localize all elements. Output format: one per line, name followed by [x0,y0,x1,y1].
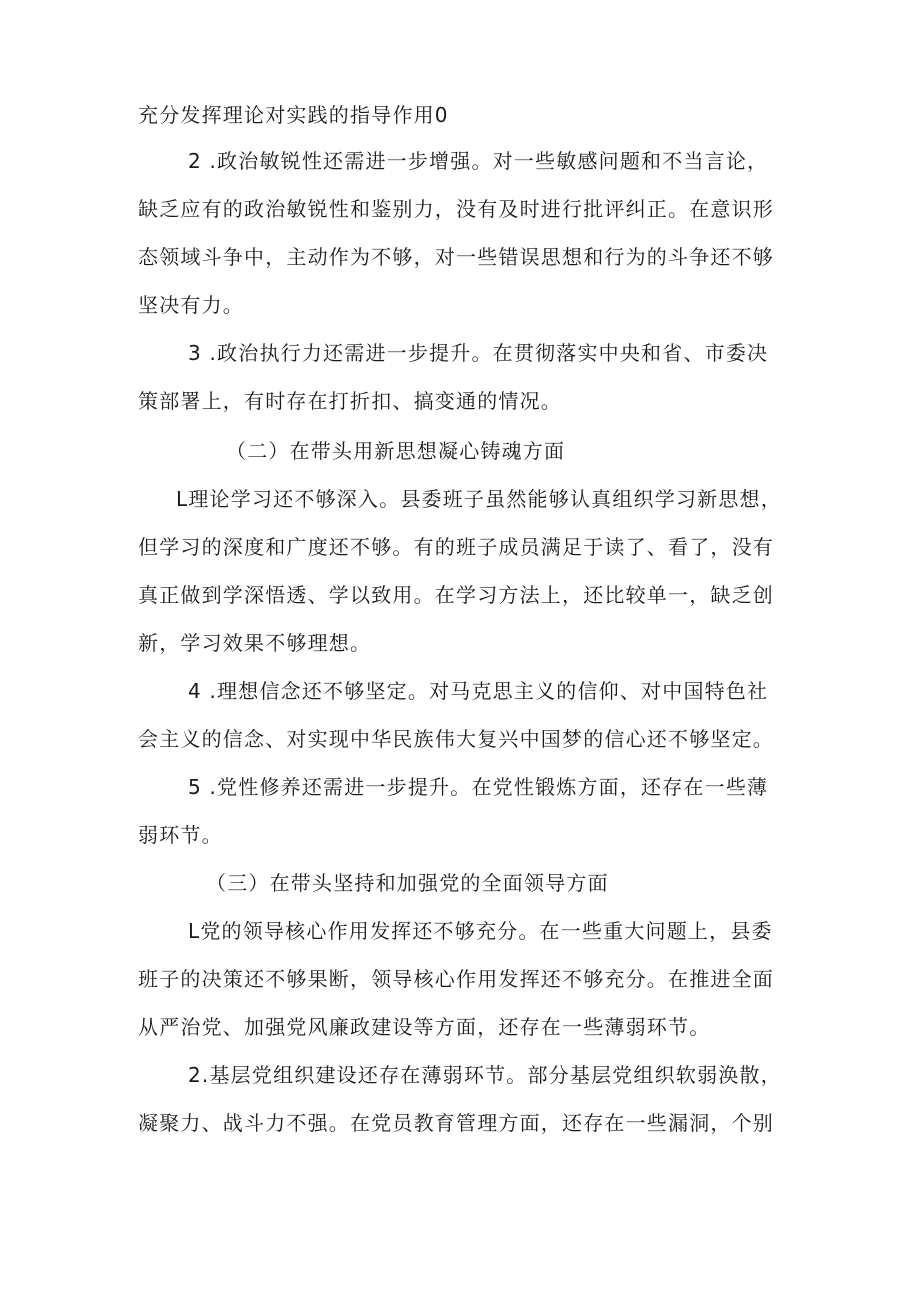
section-heading: （三）在带头坚持和加强党的全面领导方面 [206,871,609,895]
text-line: 从严治党、加强党风廉政建设等方面，还存在一些薄弱环节。 [138,1015,711,1039]
text-line: 真正做到学深悟透、学以致用。在学习方法上，还比较单一，缺乏创 [138,583,774,607]
text-line: 新，学习效果不够理想。 [138,631,372,655]
text-line: 策部署上，有时存在打折扣、搞变通的情况。 [138,389,562,413]
text-line: L理论学习还不够深入。县委班子虽然能够认真组织学习新思想， [176,487,782,511]
text-line: 会主义的信念、对实现中华民族伟大复兴中国梦的信心还不够坚定。 [138,727,774,751]
text-line: 5 .党性修养还需进一步提升。在党性锻炼方面，还存在一些薄 [188,775,769,799]
text-line: 班子的决策还不够果断，领导核心作用发挥还不够充分。在推进全面 [138,967,774,991]
text-line: 充分发挥理论对实践的指导作用0 [138,103,449,127]
text-line: 4 .理想信念还不够坚定。对马克思主义的信仰、对中国特色社 [188,679,769,703]
text-line: 3 .政治执行力还需进一步提升。在贯彻落实中央和省、市委决 [188,341,769,365]
text-line: 坚决有力。 [138,293,244,317]
section-heading: （二）在带头用新思想凝心铸魂方面 [226,439,566,463]
text-line: 2.基层党组织建设还存在薄弱环节。部分基层党组织软弱涣散， [188,1063,782,1087]
text-line: L党的领导核心作用发挥还不够充分。在一些重大问题上，县委 [188,919,773,943]
text-line: 弱环节。 [138,823,223,847]
text-line: 缺乏应有的政治敏锐性和鉴别力，没有及时进行批评纠正。在意识形 [138,197,774,221]
text-line: 但学习的深度和广度还不够。有的班子成员满足于读了、看了，没有 [138,535,774,559]
text-line: 2 .政治敏锐性还需进一步增强。对一些敏感问题和不当言论， [188,149,769,173]
text-line: 凝聚力、战斗力不强。在党员教育管理方面，还存在一些漏洞，个别 [138,1111,774,1135]
text-line: 态领域斗争中，主动作为不够，对一些错误思想和行为的斗争还不够 [138,245,774,269]
